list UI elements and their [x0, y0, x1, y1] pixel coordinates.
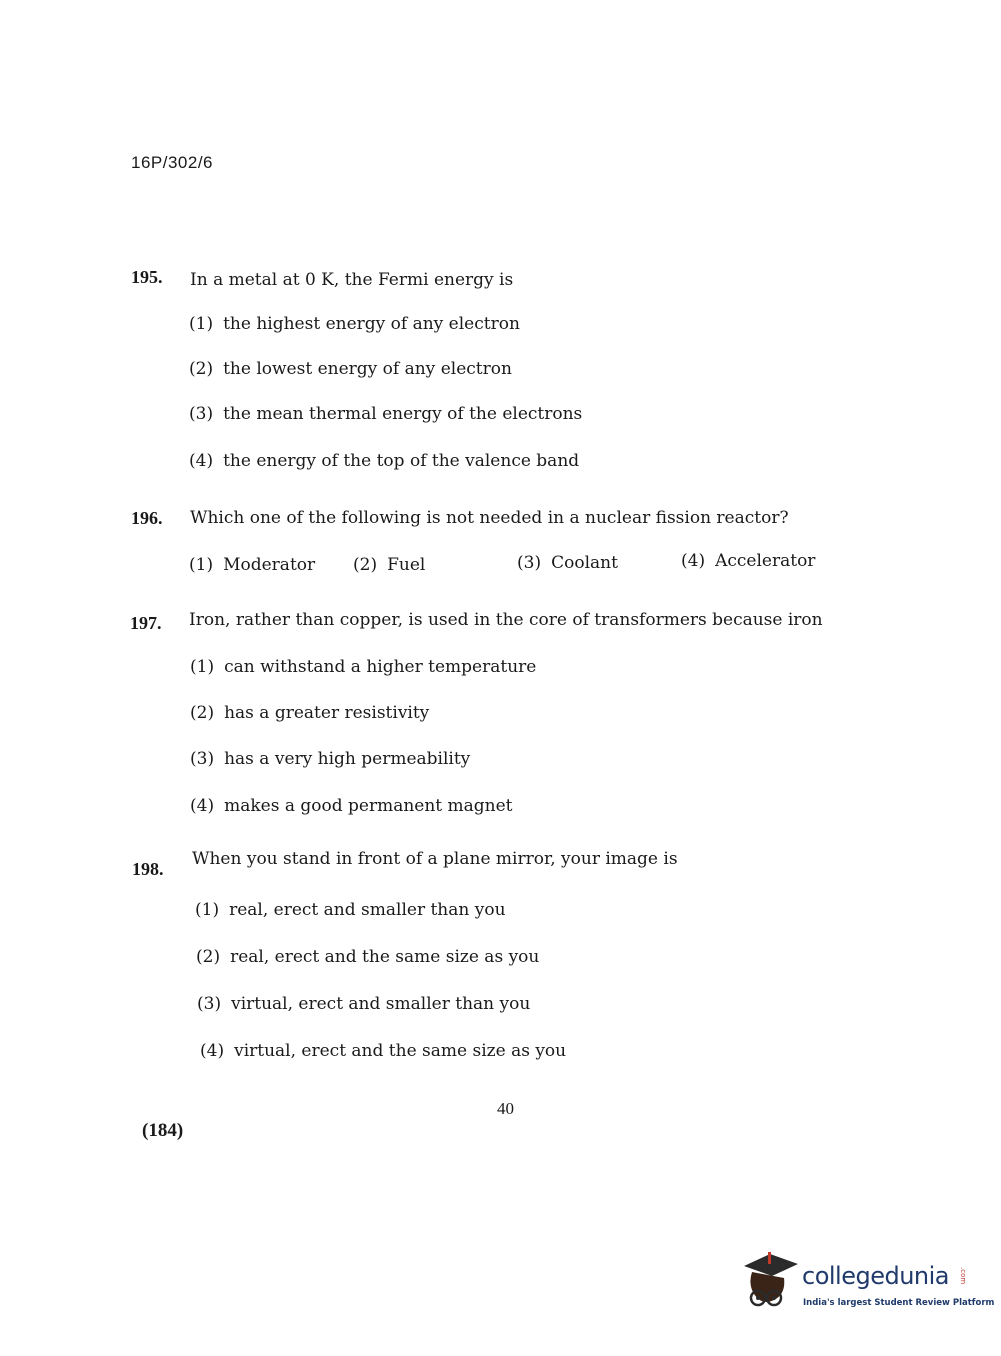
option-text: virtual, erect and smaller than you [231, 994, 531, 1014]
option-2 [353, 555, 425, 575]
option-4 [190, 796, 513, 816]
page-number: 40 [497, 1099, 514, 1118]
option-3 [189, 404, 582, 424]
option-number: (1) [189, 314, 214, 334]
option-number: (4) [189, 451, 214, 471]
option-1 [189, 555, 315, 575]
option-1 [190, 657, 536, 677]
option-text: makes a good permanent magnet [224, 796, 513, 816]
option-text: Coolant [551, 553, 618, 573]
mascot-icon [740, 1250, 800, 1318]
option-number: (4) [681, 551, 706, 571]
option-4 [681, 551, 815, 571]
paper-code: 16P/302/6 [131, 153, 214, 172]
question-text: Which one of the following is not needed in a nuclear fission reactor? [190, 508, 789, 528]
option-number: (3) [189, 404, 214, 424]
option-text: the mean thermal energy of the electrons [223, 404, 583, 424]
question-text: When you stand in front of a plane mirror, your image is [192, 849, 678, 869]
option-2 [189, 359, 512, 379]
question-text: Iron, rather than copper, is used in the core of transformers because iron [189, 610, 823, 630]
option-number: (1) [190, 657, 215, 677]
option-text: Accelerator [715, 551, 816, 571]
option-text: has a greater resistivity [224, 703, 430, 723]
logo-tagline: India's largest Student Review Platform [803, 1298, 995, 1308]
option-number: (3) [517, 553, 542, 573]
question-number: 198. [132, 859, 164, 879]
question-text: In a metal at 0 K, the Fermi energy is [190, 270, 514, 290]
option-text: has a very high permeability [224, 749, 471, 769]
option-4 [189, 451, 579, 471]
option-number: (3) [197, 994, 222, 1014]
option-text: virtual, erect and the same size as you [234, 1041, 567, 1061]
option-text: Fuel [387, 555, 426, 575]
option-number: (2) [190, 703, 215, 723]
option-text: can withstand a higher temperature [224, 657, 537, 677]
option-2 [196, 947, 539, 967]
option-number: (2) [353, 555, 378, 575]
option-number: (3) [190, 749, 215, 769]
option-number: (4) [190, 796, 215, 816]
question-number: 196. [131, 508, 163, 528]
option-number: (4) [200, 1041, 225, 1061]
option-number: (1) [189, 555, 214, 575]
option-text: real, erect and the same size as you [230, 947, 540, 967]
question-number: 197. [130, 613, 162, 633]
option-number: (2) [189, 359, 214, 379]
option-2 [190, 703, 429, 723]
question-number: 195. [131, 267, 163, 287]
series-code: (184) [142, 1120, 184, 1141]
option-3 [190, 749, 470, 769]
option-text: the energy of the top of the valence band [223, 451, 580, 471]
option-text: real, erect and smaller than you [229, 900, 506, 920]
option-text: Moderator [223, 555, 316, 575]
option-1 [195, 900, 506, 920]
option-3 [197, 994, 530, 1014]
option-text: the highest energy of any electron [223, 314, 520, 334]
option-number: (2) [196, 947, 221, 967]
option-4 [200, 1041, 566, 1061]
logo-wordmark: collegedunia [802, 1262, 950, 1290]
option-number: (1) [195, 900, 220, 920]
collegedunia-logo [740, 1250, 995, 1318]
option-1 [189, 314, 520, 334]
option-3 [517, 553, 618, 573]
logo-suffix: .com [959, 1267, 967, 1285]
option-text: the lowest energy of any electron [223, 359, 512, 379]
